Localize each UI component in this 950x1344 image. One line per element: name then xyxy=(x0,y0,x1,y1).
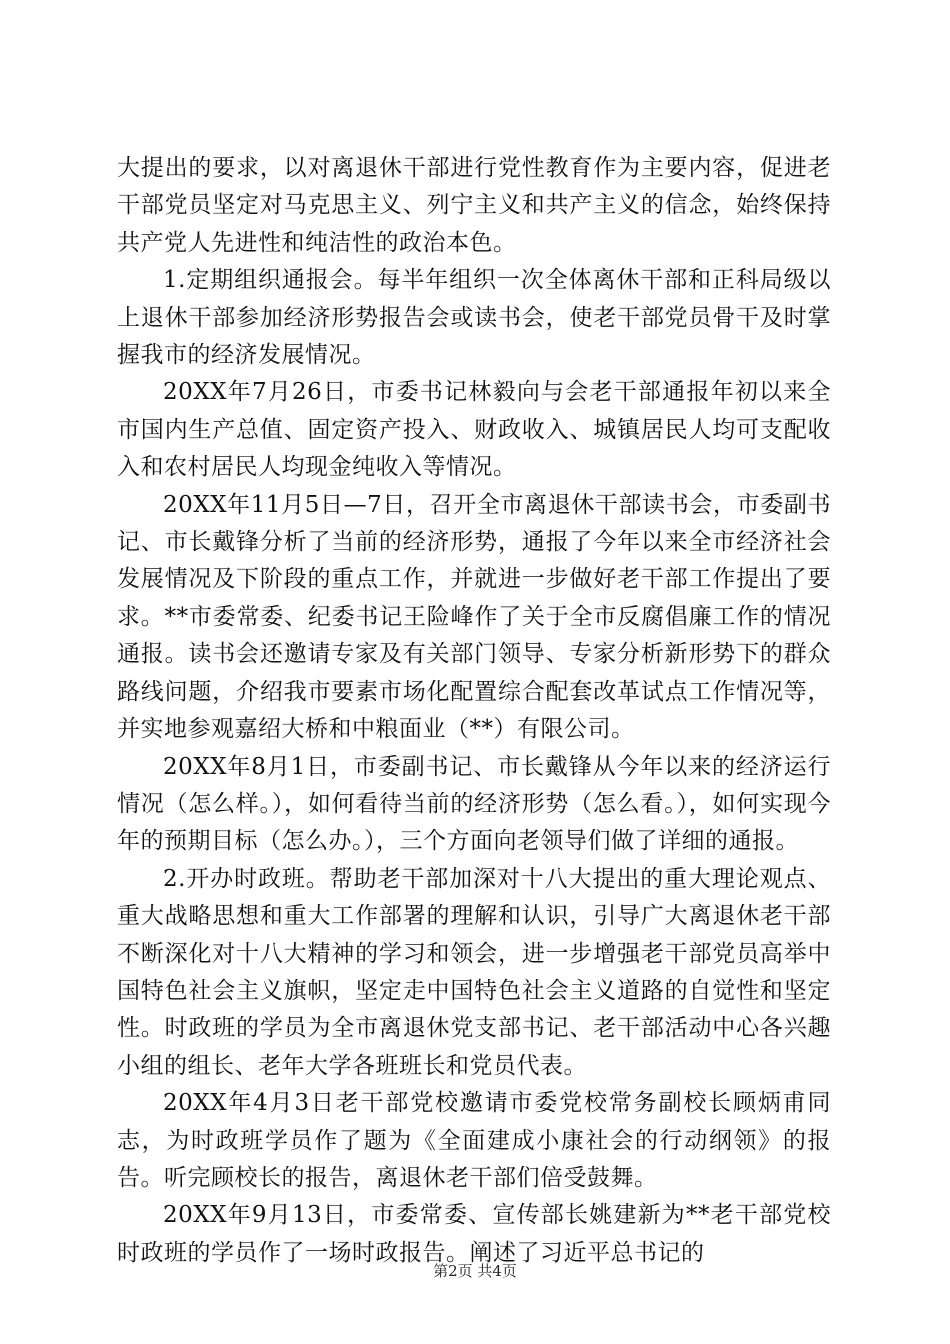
paragraph-7: 20XX年4月3日老干部党校邀请市委党校常务副校长顾炳甫同志，为时政班学员作了题为《全面建成小康社会的行动纲领》的报告。听完顾校长的报告，离退休老干部们倍受鼓舞。 xyxy=(117,1090,831,1191)
paragraph-4: 20XX年11月5日—7日，召开全市离退休干部读书会，市委副书记、市长戴锋分析了当前的经济形势，通报了今年以来全市经济社会发展情况及下阶段的重点工作，并就进一步做好老干部工作提出了要求。**市委常委、纪委书记王险峰作了关于全市反腐倡廉工作的情况通报。读书会还邀请专家及有关部门领导、专家分析新形势下的群众路线问题，介绍我市要素市场化配置综合配套改革试点工作情况等，并实地参观嘉绍大桥和中粮面业（**）有限公司。 xyxy=(117,491,831,743)
paragraph-2: 1.定期组织通报会。每半年组织一次全体离休干部和正科局级以上退休干部参加经济形势报告会或读书会，使老干部党员骨干及时掌握我市的经济发展情况。 xyxy=(117,267,831,369)
document-body xyxy=(117,150,831,1272)
paragraph-1: 大提出的要求，以对离退休干部进行党性教育作为主要内容，促进老干部党员坚定对马克思主义、列宁主义和共产主义的信念，始终保持共产党人先进性和纯洁性的政治本色。 xyxy=(117,155,831,256)
paragraph-3: 20XX年7月26日，市委书记林毅向与会老干部通报年初以来全市国内生产总值、固定资产投入、财政收入、城镇居民人均可支配收入和农村居民人均现金纯收入等情况。 xyxy=(117,379,831,481)
paragraph-5: 20XX年8月1日，市委副书记、市长戴锋从今年以来的经济运行情况（怎么样。），如何看待当前的经济形势（怎么看。），如何实现今年的预期目标（怎么办。），三个方面向老领导们做了详细的通报。 xyxy=(117,753,831,855)
paragraph-6: 2.开办时政班。帮助老干部加深对十八大提出的重大理论观点、重大战略思想和重大工作部署的理解和认识，引导广大离退休老干部不断深化对十八大精神的学习和领会，进一步增强老干部党员高举中国特色社会主义旗帜，坚定走中国特色社会主义道路的自觉性和坚定性。时政班的学员为全市离退休党支部书记、老干部活动中心各兴趣小组的组长、老年大学各班班长和党员代表。 xyxy=(117,865,831,1079)
page-number-footer: 第2页 共4页 xyxy=(433,1262,517,1280)
paragraph-8: 20XX年9月13日，市委常委、宣传部长姚建新为**老干部党校时政班的学员作了一场时政报告。阐述了习近平总书记的 xyxy=(117,1202,831,1266)
